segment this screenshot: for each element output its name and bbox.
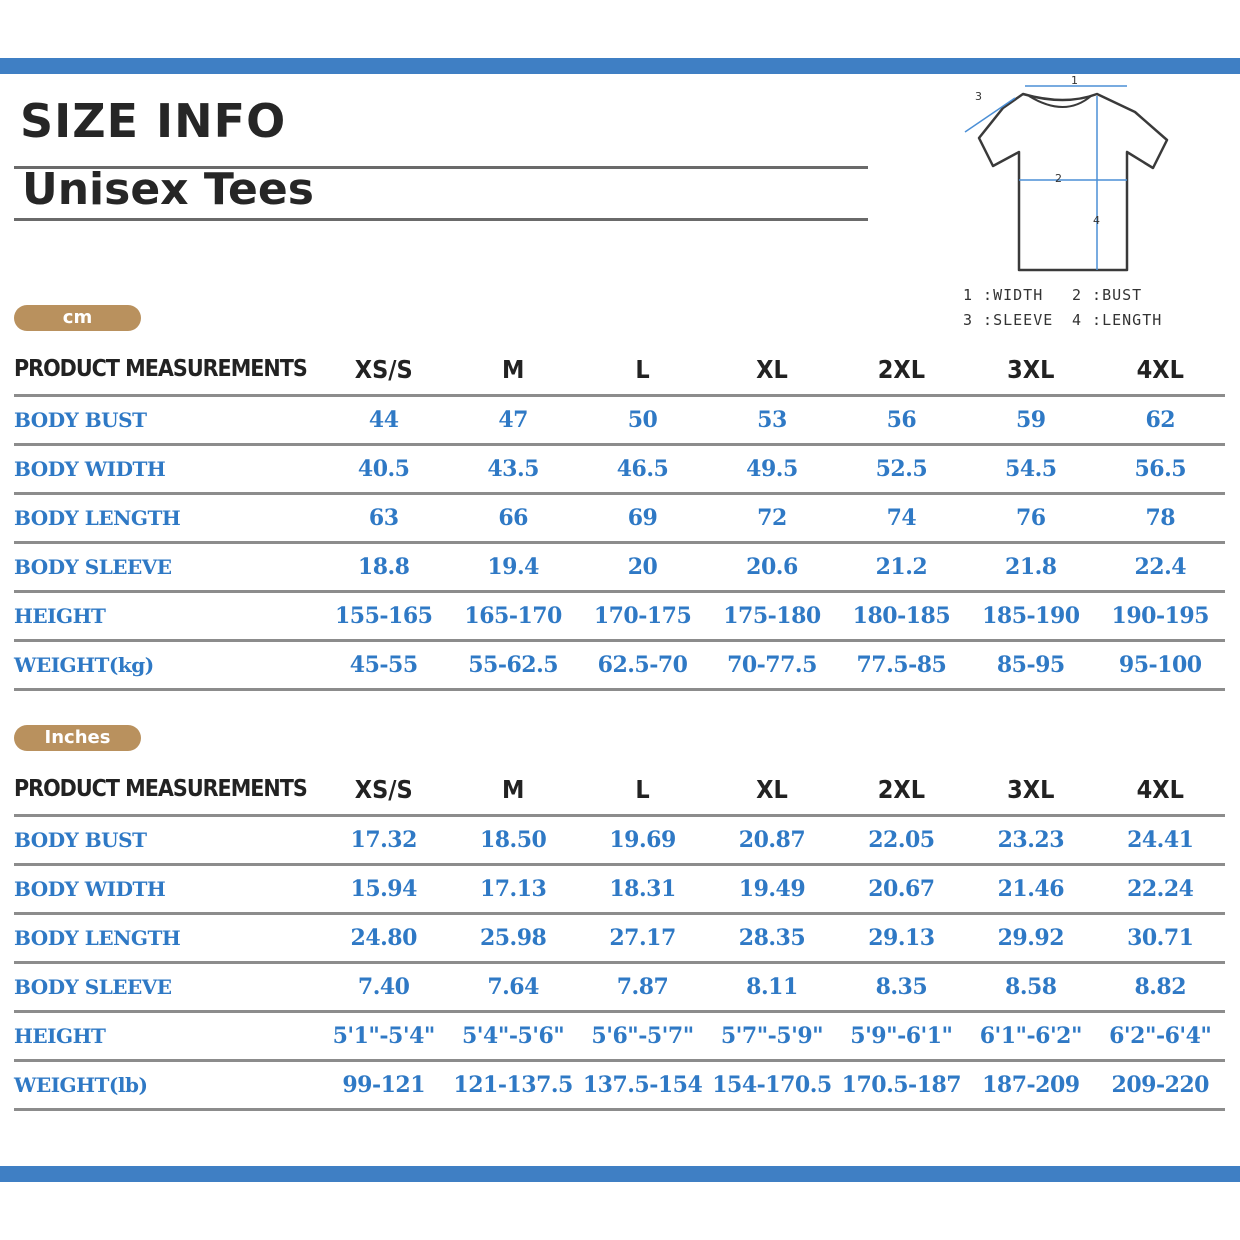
subtitle-divider <box>14 218 868 221</box>
table-cell: 63 <box>319 494 448 543</box>
table-cell: 27.17 <box>578 914 707 963</box>
table-cell: 52.5 <box>837 445 966 494</box>
page-title: SIZE INFO <box>20 94 287 148</box>
table-cell: 46.5 <box>578 445 707 494</box>
legend-length: 4 :LENGTH <box>1072 311 1163 329</box>
table-cell: 62 <box>1096 396 1225 445</box>
table-cell: 78 <box>1096 494 1225 543</box>
table-cell: 28.35 <box>707 914 836 963</box>
table-cell: 185-190 <box>966 592 1095 641</box>
column-header: L <box>635 354 650 384</box>
table-row <box>14 494 1225 543</box>
table-cell: 175-180 <box>707 592 836 641</box>
table-cell: 40.5 <box>319 445 448 494</box>
table-cell: 190-195 <box>1096 592 1225 641</box>
row-label: BODY LENGTH <box>14 914 319 963</box>
table-cell: 21.2 <box>837 543 966 592</box>
table-cell: 8.82 <box>1096 963 1225 1012</box>
table-cell: 170-175 <box>578 592 707 641</box>
table-cell: 24.80 <box>319 914 448 963</box>
row-label: BODY WIDTH <box>14 865 319 914</box>
row-label: BODY SLEEVE <box>14 543 319 592</box>
table-cell: 7.87 <box>578 963 707 1012</box>
table-cell: 22.4 <box>1096 543 1225 592</box>
column-header: 2XL <box>877 354 926 384</box>
table-cell: 180-185 <box>837 592 966 641</box>
table-cell: 20.67 <box>837 865 966 914</box>
size-table-cm <box>14 344 1225 691</box>
table-cell: 154-170.5 <box>707 1061 836 1110</box>
row-label: BODY BUST <box>14 816 319 865</box>
legend-bust: 2 :BUST <box>1072 286 1143 304</box>
table-cell: 137.5-154 <box>578 1061 707 1110</box>
page-subtitle: Unisex Tees <box>22 164 314 215</box>
table-row <box>14 543 1225 592</box>
table-cell: 43.5 <box>448 445 577 494</box>
table-cell: 8.11 <box>707 963 836 1012</box>
diagram-label-4: 4 <box>1093 214 1100 227</box>
table-cell: 5'6"-5'7" <box>578 1012 707 1061</box>
table-header-row <box>14 764 1225 816</box>
row-label: HEIGHT <box>14 1012 319 1061</box>
column-header: XS/S <box>354 774 413 804</box>
table-cell: 25.98 <box>448 914 577 963</box>
table-cell: 44 <box>319 396 448 445</box>
tshirt-outline <box>979 94 1167 270</box>
table-cell: 21.8 <box>966 543 1095 592</box>
table-cell: 18.8 <box>319 543 448 592</box>
diagram-label-1: 1 <box>1071 74 1078 87</box>
table-row <box>14 914 1225 963</box>
table-cell: 170.5-187 <box>837 1061 966 1110</box>
size-table-inches <box>14 764 1225 1111</box>
table-cell: 47 <box>448 396 577 445</box>
table-cell: 165-170 <box>448 592 577 641</box>
row-label: BODY WIDTH <box>14 445 319 494</box>
column-header: M <box>501 774 525 804</box>
table-cell: 121-137.5 <box>448 1061 577 1110</box>
column-header: 2XL <box>877 774 926 804</box>
table-cell: 49.5 <box>707 445 836 494</box>
table-cell: 5'4"-5'6" <box>448 1012 577 1061</box>
column-header: M <box>501 354 525 384</box>
row-label: BODY LENGTH <box>14 494 319 543</box>
table-cell: 29.92 <box>966 914 1095 963</box>
table-cell: 56.5 <box>1096 445 1225 494</box>
table-cell: 95-100 <box>1096 641 1225 690</box>
table-row <box>14 816 1225 865</box>
table-row <box>14 865 1225 914</box>
column-header: 3XL <box>1007 354 1055 384</box>
table-cell: 69 <box>578 494 707 543</box>
table-cell: 45-55 <box>319 641 448 690</box>
table-cell: 5'1"-5'4" <box>319 1012 448 1061</box>
table-cell: 72 <box>707 494 836 543</box>
column-header: 4XL <box>1136 354 1184 384</box>
table-cell: 19.4 <box>448 543 577 592</box>
column-header: PRODUCT MEASUREMENTS <box>14 356 307 382</box>
table-cell: 18.50 <box>448 816 577 865</box>
table-cell: 77.5-85 <box>837 641 966 690</box>
table-cell: 20.6 <box>707 543 836 592</box>
table-row <box>14 1012 1225 1061</box>
table-cell: 19.69 <box>578 816 707 865</box>
table-cell: 5'9"-6'1" <box>837 1012 966 1061</box>
table-cell: 5'7"-5'9" <box>707 1012 836 1061</box>
column-header: 4XL <box>1136 774 1184 804</box>
table-row <box>14 592 1225 641</box>
table-cell: 59 <box>966 396 1095 445</box>
legend-width: 1 :WIDTH <box>963 286 1044 304</box>
table-cell: 15.94 <box>319 865 448 914</box>
table-cell: 209-220 <box>1096 1061 1225 1110</box>
table-cell: 85-95 <box>966 641 1095 690</box>
table-cell: 18.31 <box>578 865 707 914</box>
bottom-accent-bar <box>0 1166 1240 1182</box>
row-label: BODY SLEEVE <box>14 963 319 1012</box>
table-cell: 7.40 <box>319 963 448 1012</box>
table-row <box>14 445 1225 494</box>
legend-sleeve: 3 :SLEEVE <box>963 311 1054 329</box>
table-cell: 24.41 <box>1096 816 1225 865</box>
table-cell: 66 <box>448 494 577 543</box>
table-cell: 50 <box>578 396 707 445</box>
table-cell: 55-62.5 <box>448 641 577 690</box>
unit-badge-inches: Inches <box>14 725 141 751</box>
column-header: XL <box>756 774 788 804</box>
table-cell: 56 <box>837 396 966 445</box>
table-cell: 6'1"-6'2" <box>966 1012 1095 1061</box>
table-header-row <box>14 344 1225 396</box>
table-cell: 76 <box>966 494 1095 543</box>
table-cell: 20.87 <box>707 816 836 865</box>
table-row <box>14 963 1225 1012</box>
column-header: L <box>635 774 650 804</box>
table-cell: 155-165 <box>319 592 448 641</box>
row-label: HEIGHT <box>14 592 319 641</box>
row-label: WEIGHT(lb) <box>14 1061 319 1110</box>
diagram-label-3: 3 <box>975 90 982 103</box>
table-cell: 99-121 <box>319 1061 448 1110</box>
table-cell: 62.5-70 <box>578 641 707 690</box>
table-cell: 29.13 <box>837 914 966 963</box>
table-cell: 74 <box>837 494 966 543</box>
table-cell: 53 <box>707 396 836 445</box>
table-cell: 8.58 <box>966 963 1095 1012</box>
table-cell: 17.13 <box>448 865 577 914</box>
row-label: WEIGHT(kg) <box>14 641 319 690</box>
table-cell: 20 <box>578 543 707 592</box>
table-cell: 6'2"-6'4" <box>1096 1012 1225 1061</box>
table-cell: 7.64 <box>448 963 577 1012</box>
column-header: 3XL <box>1007 774 1055 804</box>
table-row <box>14 641 1225 690</box>
column-header: XL <box>756 354 788 384</box>
table-cell: 22.05 <box>837 816 966 865</box>
table-cell: 22.24 <box>1096 865 1225 914</box>
column-header: PRODUCT MEASUREMENTS <box>14 776 307 802</box>
table-cell: 23.23 <box>966 816 1095 865</box>
table-row <box>14 396 1225 445</box>
table-row <box>14 1061 1225 1110</box>
table-cell: 21.46 <box>966 865 1095 914</box>
table-cell: 187-209 <box>966 1061 1095 1110</box>
table-cell: 17.32 <box>319 816 448 865</box>
tshirt-diagram <box>955 72 1175 282</box>
table-cell: 30.71 <box>1096 914 1225 963</box>
table-cell: 19.49 <box>707 865 836 914</box>
unit-badge-cm: cm <box>14 305 141 331</box>
row-label: BODY BUST <box>14 396 319 445</box>
table-cell: 70-77.5 <box>707 641 836 690</box>
table-cell: 54.5 <box>966 445 1095 494</box>
diagram-label-2: 2 <box>1055 172 1062 185</box>
column-header: XS/S <box>354 354 413 384</box>
table-cell: 8.35 <box>837 963 966 1012</box>
